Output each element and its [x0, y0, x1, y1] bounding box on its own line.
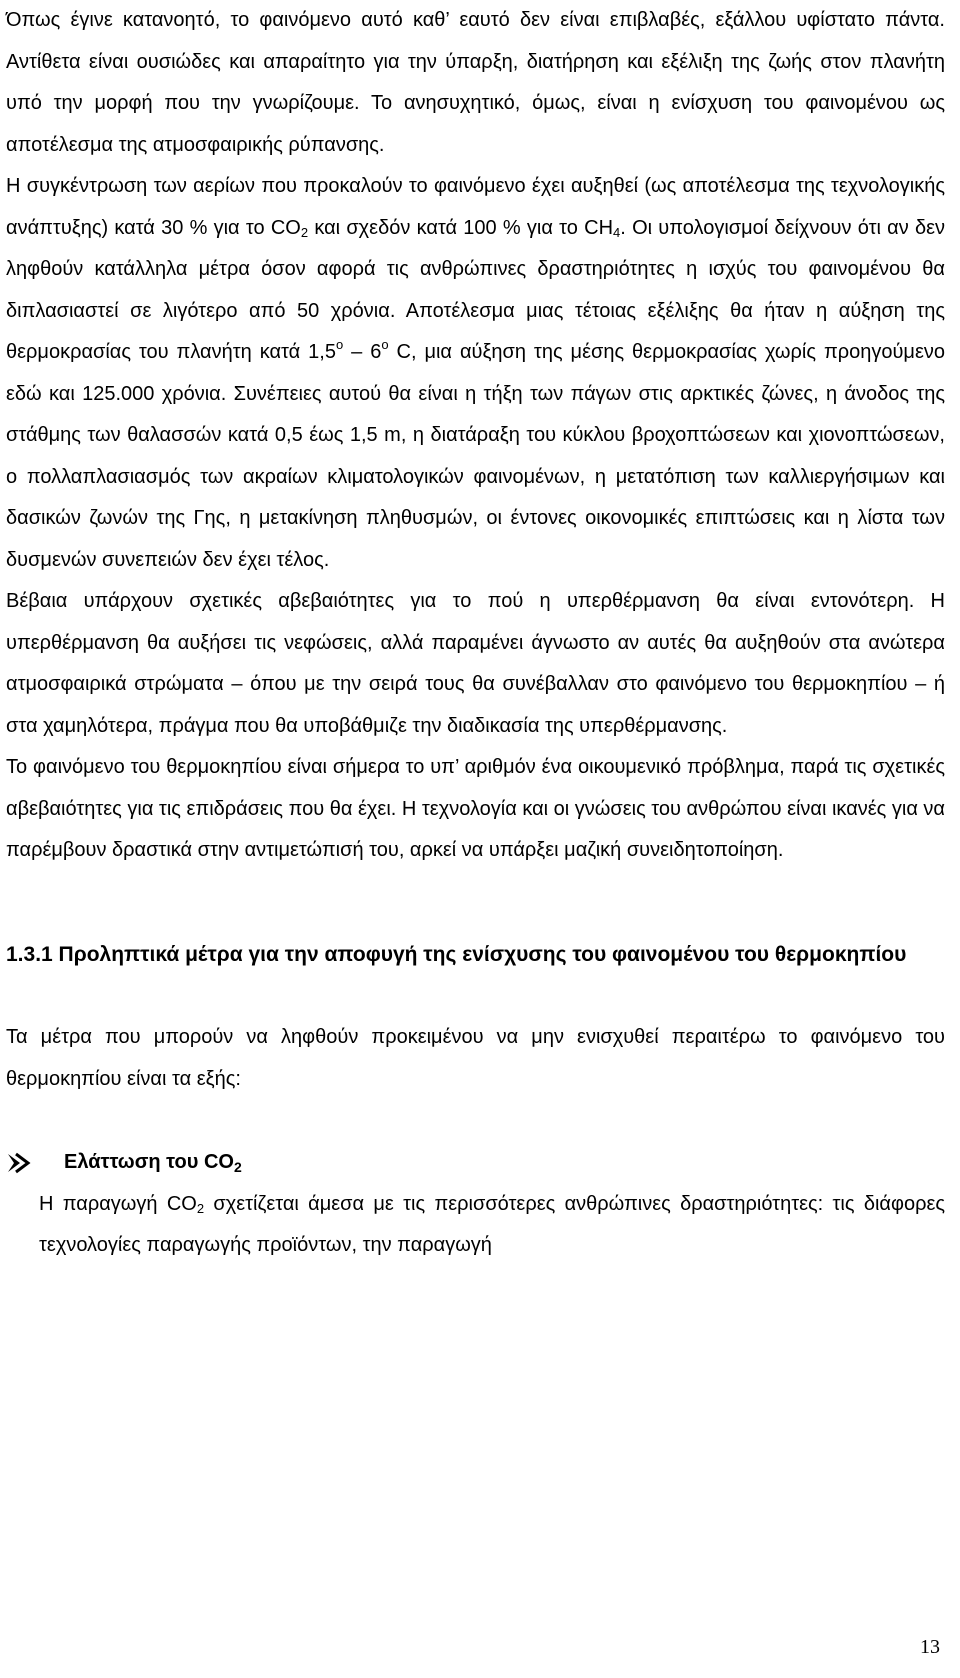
paragraph-uncertainties: Βέβαια υπάρχουν σχετικές αβεβαιότητες για το πού η υπερθέρμανση θα είναι εντονότερη. Η υπερθέρμανση θα αυξήσει τις νεφώσεις, αλλά παραμένει άγνωστο αν αυτές θα αυξηθούν στα ανώτερα ατμοσφαιρικά στρώματα – όπου με την σειρά τους θα συνέβαλλαν στο φαινόμενο του θερμοκηπίου – ή στα χαμηλότερα, πράγμα που θα υποβάθμιζε την διαδικασία της υπερθέρμανσης.	[6, 590, 945, 737]
subscript: 2	[300, 224, 309, 240]
paragraph-text: C, μια αύξηση της μέσης θερμοκρασίας χωρίς προηγούμενο εδώ και 125.000 χρόνια. Συνέπειες αυτού θα είναι η τήξη των πάγων στις αρκτικές ζώνες, η άνοδος της στάθμης των θαλασσών κατά 0,5 έως 1,5 m, η διατάραξη του κύκλου βροχοπτώσεων και χιονοπτώσεων, ο πολλαπλασιασμός των ακραίων κλιματολογικών φαινομένων, η μετατόπιση των καλλιεργήσιμων και δασικών ζωνών της Γης, η μετακίνηση πληθυσμών, οι έντονες οικονομικές επιπτώσεις και η λίστα των δυσμενών συνεπειών δεν έχει τέλος.	[6, 341, 945, 571]
subscript: 2	[233, 1159, 242, 1175]
document-page	[6, 0, 945, 1267]
superscript: ο	[335, 337, 344, 352]
paragraph-text: . Οι υπολογισμοί δείχνουν ότι αν δεν ληφθούν κατάλληλα μέτρα όσον αφορά τις ανθρώπινες δραστηριότητες η ισχύς του φαινομένου θα διπλασιαστεί σε λιγότερο από 50 χρόνια. Αποτέλεσμα μιας τέτοιας εξέλιξης θα ήταν η αύξηση της θερμοκρασίας του πλανήτη κατά 1,5	[6, 216, 945, 363]
section-heading: 1.3.1 Προληπτικά μέτρα για την αποφυγή της ενίσχυσης του φαινομένου του θερμοκηπίου	[6, 942, 907, 966]
bullet-title: Ελάττωση του CO	[64, 1151, 234, 1173]
subscript: 2	[196, 1200, 205, 1216]
paragraph-text: – 6	[343, 341, 382, 363]
paragraph-text: Η παραγωγή CO	[39, 1192, 197, 1215]
paragraph-greenhouse-intro: Όπως έγινε κατανοητό, το φαινόμενο αυτό καθ’ εαυτό δεν είναι επιβλαβές, εξάλλου υφίστατο πάντα. Αντίθετα είναι ουσιώδες και απαραίτητο για την ύπαρξη, διατήρηση και εξέλιξη της ζωής στον πλανήτη υπό την μορφή που την γνωρίζουμε. Το ανησυχητικό, όμως, είναι η ενίσχυση του φαινομένου ως αποτέλεσμα της ατμοσφαιρικής ρύπανσης.	[6, 9, 945, 156]
superscript: ο	[381, 337, 389, 352]
paragraph-measures-intro: Τα μέτρα που μπορούν να ληφθούν προκειμένου να μην ενισχυθεί περαιτέρω το φαινόμενο του θερμοκηπίου είναι τα εξής:	[6, 1026, 945, 1090]
paragraph-text: σχετίζεται άμεσα με τις περισσότερες ανθρώπινες δραστηριότητες: τις διάφορες τεχνολογίες παραγωγής προϊόντων, την παραγωγή	[39, 1192, 945, 1256]
paragraph-gas-concentration	[6, 166, 945, 581]
subscript: 4	[613, 224, 621, 240]
paragraph-co2-production	[6, 1184, 945, 1267]
paragraph-text: Η συγκέντρωση των αερίων που προκαλούν το φαινόμενο έχει αυξηθεί (ως αποτέλεσμα της τεχνολογικής ανάπτυξης) κατά 30 % για το CO	[6, 175, 945, 239]
paragraph-text: και σχεδόν κατά 100 % για το CH	[308, 216, 614, 239]
arrowhead-bullet-icon	[6, 1152, 64, 1174]
bullet-item	[6, 1142, 945, 1184]
page-number: 13	[920, 1636, 940, 1658]
paragraph-global-problem: Το φαινόμενο του θερμοκηπίου είναι σήμερα το υπ’ αριθμόν ένα οικουμενικό πρόβλημα, παρά τις σχετικές αβεβαιότητες για τις επιδράσεις που θα έχει. Η τεχνολογία και οι γνώσεις του ανθρώπου είναι ικανές για να παρέμβουν δραστικά στην αντιμετώπισή του, αρκεί να υπάρξει μαζική συνειδητοποίηση.	[6, 756, 945, 861]
